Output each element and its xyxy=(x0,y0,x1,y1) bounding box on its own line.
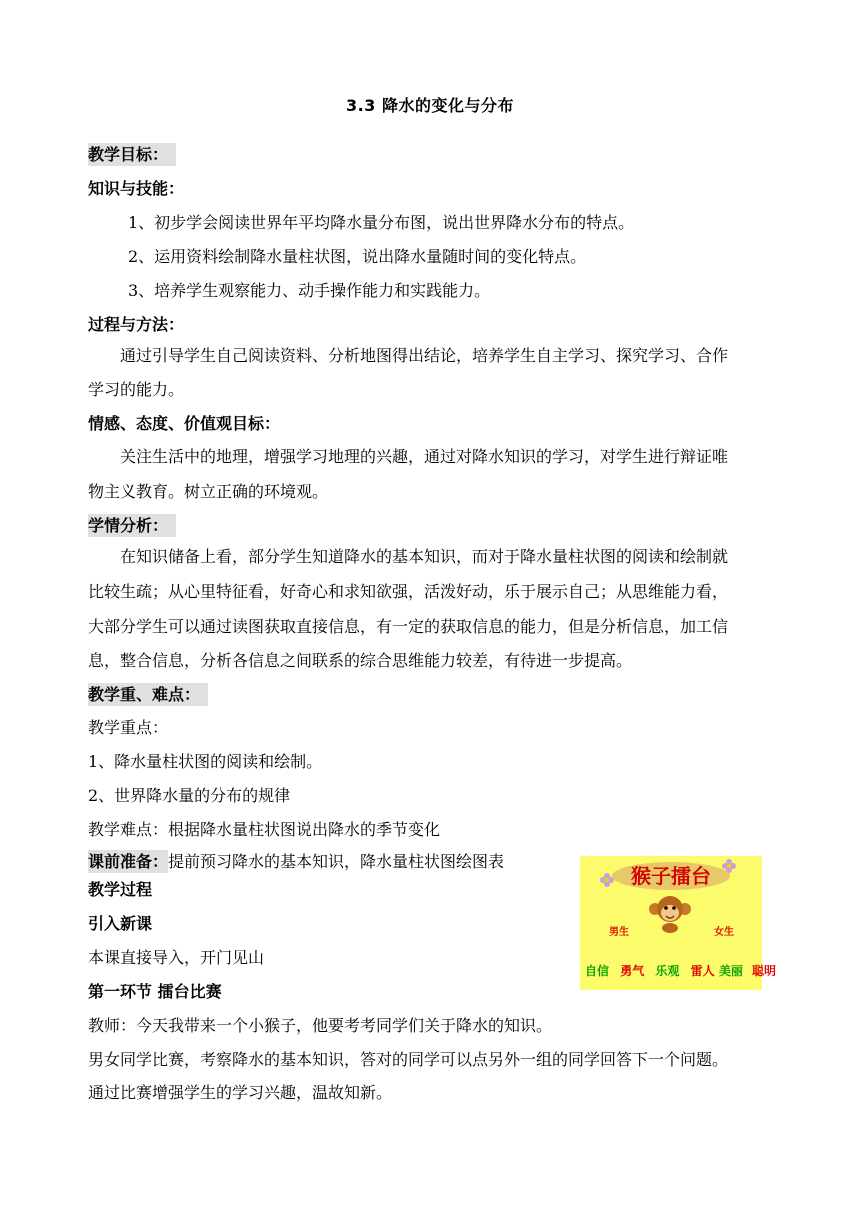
intro-heading: 引入新课 xyxy=(88,914,153,933)
knowledge-heading: 知识与技能： xyxy=(88,179,185,198)
process2-heading: 教学过程 xyxy=(88,880,153,899)
trait-label: 自信 xyxy=(585,964,610,978)
boy-label: 男生 xyxy=(609,927,629,938)
trait-label: 雷人 xyxy=(690,964,715,978)
intro-text: 本课直接导入，开门见山 xyxy=(88,948,265,967)
analysis-text: 比较生疏；从心里特征看，好奇心和求知欲强，活泼好动，乐于展示自己；从思维能力看， xyxy=(88,582,729,601)
trait-label: 美丽 xyxy=(718,964,743,978)
analysis-text: 息，整合信息，分析各信息之间联系的综合思维能力较差，有待进一步提高。 xyxy=(88,651,633,670)
document-title: 3.3 降水的变化与分布 xyxy=(346,96,514,115)
analysis-text: 在知识储备上看，部分学生知道降水的基本知识，而对于降水量柱状图的阅读和绘制就 xyxy=(120,547,729,566)
trait-label: 勇气 xyxy=(620,964,645,978)
process-heading: 过程与方法： xyxy=(88,315,185,334)
focus-heading: 教学重、难点： xyxy=(88,683,208,707)
stage1-text: 通过比赛增强学生的学习兴趣，温故知新。 xyxy=(88,1083,393,1102)
emotion-text: 物主义教育。树立正确的环境观。 xyxy=(88,482,329,501)
prep-line xyxy=(88,850,504,874)
emotion-heading: 情感、态度、价值观目标： xyxy=(88,414,281,433)
knowledge-item: 1、初步学会阅读世界年平均降水量分布图，说出世界降水分布的特点。 xyxy=(128,213,635,232)
difficulty-text: 教学难点：根据降水量柱状图说出降水的季节变化 xyxy=(88,820,441,839)
goals-heading: 教学目标： xyxy=(88,143,176,167)
process-text: 通过引导学生自己阅读资料、分析地图得出结论，培养学生自主学习、探究学习、合作 xyxy=(120,346,729,365)
stage1-heading: 第一环节 擂台比赛 xyxy=(88,982,222,1001)
monkey-icon xyxy=(647,893,693,933)
focus-label: 教学重点： xyxy=(88,718,169,737)
analysis-heading: 学情分析： xyxy=(88,514,176,538)
trait-label: 聪明 xyxy=(752,964,777,978)
stage1-text: 男女同学比赛，考察降水的基本知识，答对的同学可以点另外一组的同学回答下一个问题。 xyxy=(88,1050,729,1069)
monkey-arena-banner xyxy=(580,856,777,990)
trait-label: 乐观 xyxy=(655,964,680,978)
banner-title: 猴子擂台 xyxy=(612,862,730,890)
analysis-text: 大部分学生可以通过读图获取直接信息，有一定的获取信息的能力，但是分析信息，加工信 xyxy=(88,617,729,636)
knowledge-item: 3、培养学生观察能力、动手操作能力和实践能力。 xyxy=(128,281,491,300)
knowledge-item: 2、运用资料绘制降水量柱状图，说出降水量随时间的变化特点。 xyxy=(128,247,587,266)
prep-heading: 课前准备： xyxy=(88,852,169,871)
emotion-text: 关注生活中的地理，增强学习地理的兴趣，通过对降水知识的学习，对学生进行辩证唯 xyxy=(120,447,729,466)
focus-item: 2、世界降水量的分布的规律 xyxy=(88,786,291,805)
trait-list xyxy=(585,962,776,979)
prep-text: 提前预习降水的基本知识，降水量柱状图绘图表 xyxy=(168,852,505,871)
stage1-text: 教师：今天我带来一个小猴子，他要考考同学们关于降水的知识。 xyxy=(88,1016,553,1035)
focus-item: 1、降水量柱状图的阅读和绘制。 xyxy=(88,752,323,771)
process-text: 学习的能力。 xyxy=(88,380,185,399)
girl-label: 女生 xyxy=(714,927,734,938)
